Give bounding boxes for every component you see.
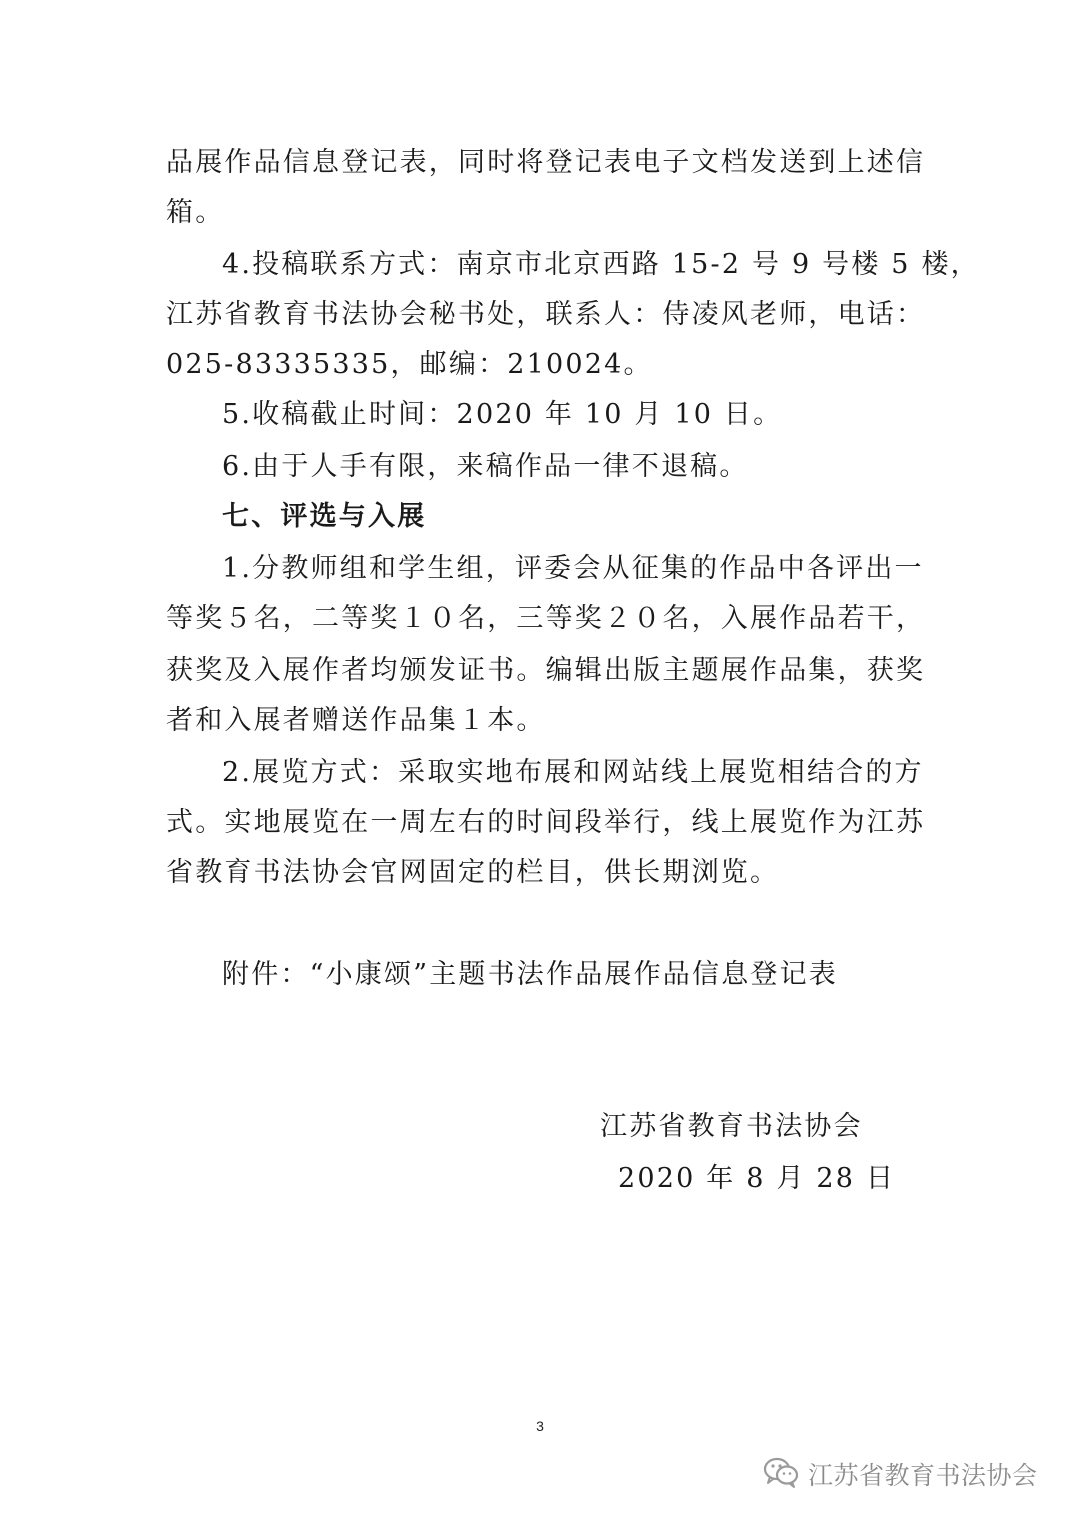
paragraph-line: 4.投稿联系方式：南京市北京西路 15-2 号 9 号楼 5 楼， [222,249,980,280]
paragraph-line: 等奖５名，二等奖１０名，三等奖２０名，入展作品若干， [166,603,926,634]
signature-org: 江苏省教育书法协会 [600,1111,863,1142]
section-heading: 七、评选与入展 [222,501,427,532]
paragraph-line: 5.收稿截止时间：2020 年 10 月 10 日。 [222,399,783,430]
wechat-watermark [762,1455,1038,1493]
paragraph-line: 025-83335335，邮编：210024。 [166,349,653,380]
paragraph-line: 者和入展者赠送作品集１本。 [166,705,546,736]
paragraph-line: 箱。 [166,197,225,228]
paragraph-line: 1.分教师组和学生组，评委会从征集的作品中各评出一 [222,553,924,584]
paragraph-line: 省教育书法协会官网固定的栏目，供长期浏览。 [166,857,780,888]
wechat-icon [762,1455,800,1493]
paragraph-line: 式。实地展览在一周左右的时间段举行，线上展览作为江苏 [166,807,926,838]
paragraph-line: 江苏省教育书法协会秘书处，联系人：侍凌风老师，电话： [166,299,926,330]
signature-date: 2020 年 8 月 28 日 [618,1163,896,1194]
paragraph-line: 6.由于人手有限，来稿作品一律不退稿。 [222,451,749,482]
paragraph-line: 品展作品信息登记表，同时将登记表电子文档发送到上述信 [166,147,926,178]
paragraph-line: 2.展览方式：采取实地布展和网站线上展览相结合的方 [222,757,924,788]
page-number: 3 [536,1418,544,1434]
watermark-text: 江苏省教育书法协会 [808,1461,1038,1490]
attachment-note: 附件：“小康颂”主题书法作品展作品信息登记表 [222,959,839,990]
paragraph-line: 获奖及入展作者均颁发证书。编辑出版主题展作品集，获奖 [166,655,926,686]
